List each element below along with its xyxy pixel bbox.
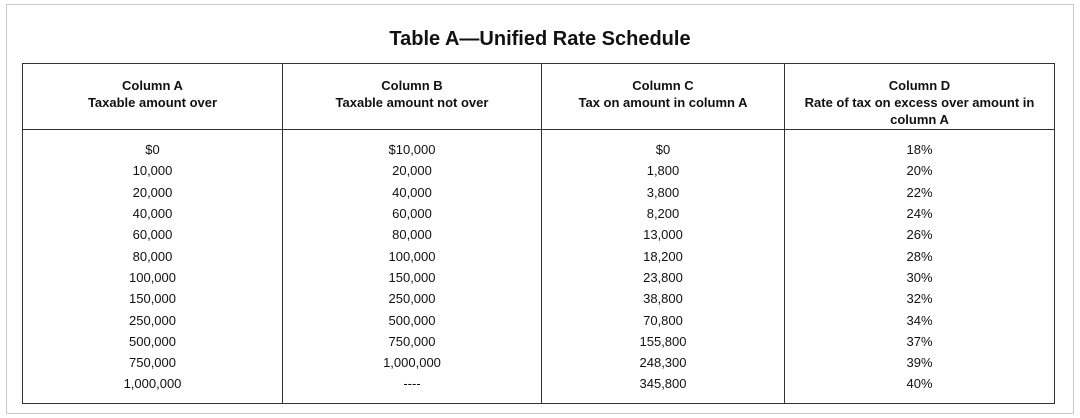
tax-on-amount-cell: 8,200 [542, 203, 785, 224]
tax-on-amount-cell: 3,800 [542, 182, 785, 203]
table-header-row [23, 64, 1055, 130]
table-row [23, 288, 1055, 309]
column-a-header [23, 64, 283, 130]
column-c-name: Column C [632, 78, 694, 93]
taxable-amount-not-over-cell: $10,000 [283, 130, 542, 161]
rate-of-tax-cell: 39% [906, 355, 933, 371]
taxable-amount-not-over-cell: ---- [283, 373, 542, 403]
taxable-amount-not-over-cell: 100,000 [283, 245, 542, 266]
table-row [23, 160, 1055, 181]
rate-of-tax-cell: 40% [906, 376, 933, 392]
tax-on-amount-cell: 13,000 [542, 224, 785, 245]
taxable-amount-over-cell: 750,000 [23, 352, 283, 373]
table-title: Table A—Unified Rate Schedule [389, 28, 691, 50]
column-d-header [785, 64, 1055, 130]
column-b-description: Taxable amount not over [335, 95, 489, 110]
taxable-amount-over-cell: $0 [23, 130, 283, 161]
taxable-amount-over-cell: 10,000 [23, 160, 283, 181]
rate-of-tax-cell: 32% [906, 291, 933, 307]
rate-of-tax-cell: 22% [906, 184, 933, 200]
taxable-amount-not-over-cell: 20,000 [283, 160, 542, 181]
column-a-name: Column A [122, 78, 183, 93]
rate-of-tax-cell: 34% [906, 312, 933, 328]
column-d-description: Rate of tax on excess over amount in column A [804, 95, 1035, 127]
taxable-amount-over-cell: 150,000 [23, 288, 283, 309]
taxable-amount-not-over-cell: 500,000 [283, 309, 542, 330]
taxable-amount-not-over-cell: 1,000,000 [283, 352, 542, 373]
table-row [23, 182, 1055, 203]
table-row [23, 224, 1055, 245]
rate-of-tax-cell: 26% [906, 227, 933, 243]
taxable-amount-over-cell: 500,000 [23, 331, 283, 352]
rate-of-tax-cell: 37% [906, 333, 933, 349]
table-row [23, 331, 1055, 352]
rate-of-tax-cell: 18% [906, 142, 933, 158]
taxable-amount-over-cell: 250,000 [23, 309, 283, 330]
taxable-amount-not-over-cell: 150,000 [283, 267, 542, 288]
taxable-amount-not-over-cell: 60,000 [283, 203, 542, 224]
table-row [23, 267, 1055, 288]
table-row [23, 309, 1055, 330]
table-row [23, 130, 1055, 161]
tax-on-amount-cell: 70,800 [542, 309, 785, 330]
tax-on-amount-cell: 155,800 [542, 331, 785, 352]
tax-on-amount-cell: 23,800 [542, 267, 785, 288]
table-row [23, 352, 1055, 373]
taxable-amount-over-cell: 1,000,000 [23, 373, 283, 403]
rate-of-tax-cell: 30% [906, 269, 933, 285]
taxable-amount-over-cell: 40,000 [23, 203, 283, 224]
taxable-amount-over-cell: 60,000 [23, 224, 283, 245]
column-c-description: Tax on amount in column A [578, 95, 748, 110]
taxable-amount-not-over-cell: 750,000 [283, 331, 542, 352]
taxable-amount-over-cell: 80,000 [23, 245, 283, 266]
taxable-amount-over-cell: 100,000 [23, 267, 283, 288]
column-c-header [542, 64, 785, 130]
tax-on-amount-cell: 18,200 [542, 245, 785, 266]
table-row [23, 245, 1055, 266]
rate-of-tax-cell: 28% [906, 248, 933, 264]
taxable-amount-not-over-cell: 40,000 [283, 182, 542, 203]
column-b-name: Column B [381, 78, 443, 93]
column-a-description: Taxable amount over [87, 95, 218, 110]
tax-on-amount-cell: $0 [542, 130, 785, 161]
taxable-amount-not-over-cell: 80,000 [283, 224, 542, 245]
tax-on-amount-cell: 345,800 [542, 373, 785, 403]
tax-on-amount-cell: 38,800 [542, 288, 785, 309]
tax-on-amount-cell: 248,300 [542, 352, 785, 373]
column-d-name: Column D [888, 78, 951, 93]
taxable-amount-not-over-cell: 250,000 [283, 288, 542, 309]
column-b-header [283, 64, 542, 130]
table-row [23, 373, 1055, 403]
tax-on-amount-cell: 1,800 [542, 160, 785, 181]
rate-of-tax-cell: 24% [906, 206, 933, 222]
table-row [23, 203, 1055, 224]
rate-of-tax-cell: 20% [906, 163, 933, 179]
taxable-amount-over-cell: 20,000 [23, 182, 283, 203]
rate-schedule-table [22, 63, 1055, 404]
